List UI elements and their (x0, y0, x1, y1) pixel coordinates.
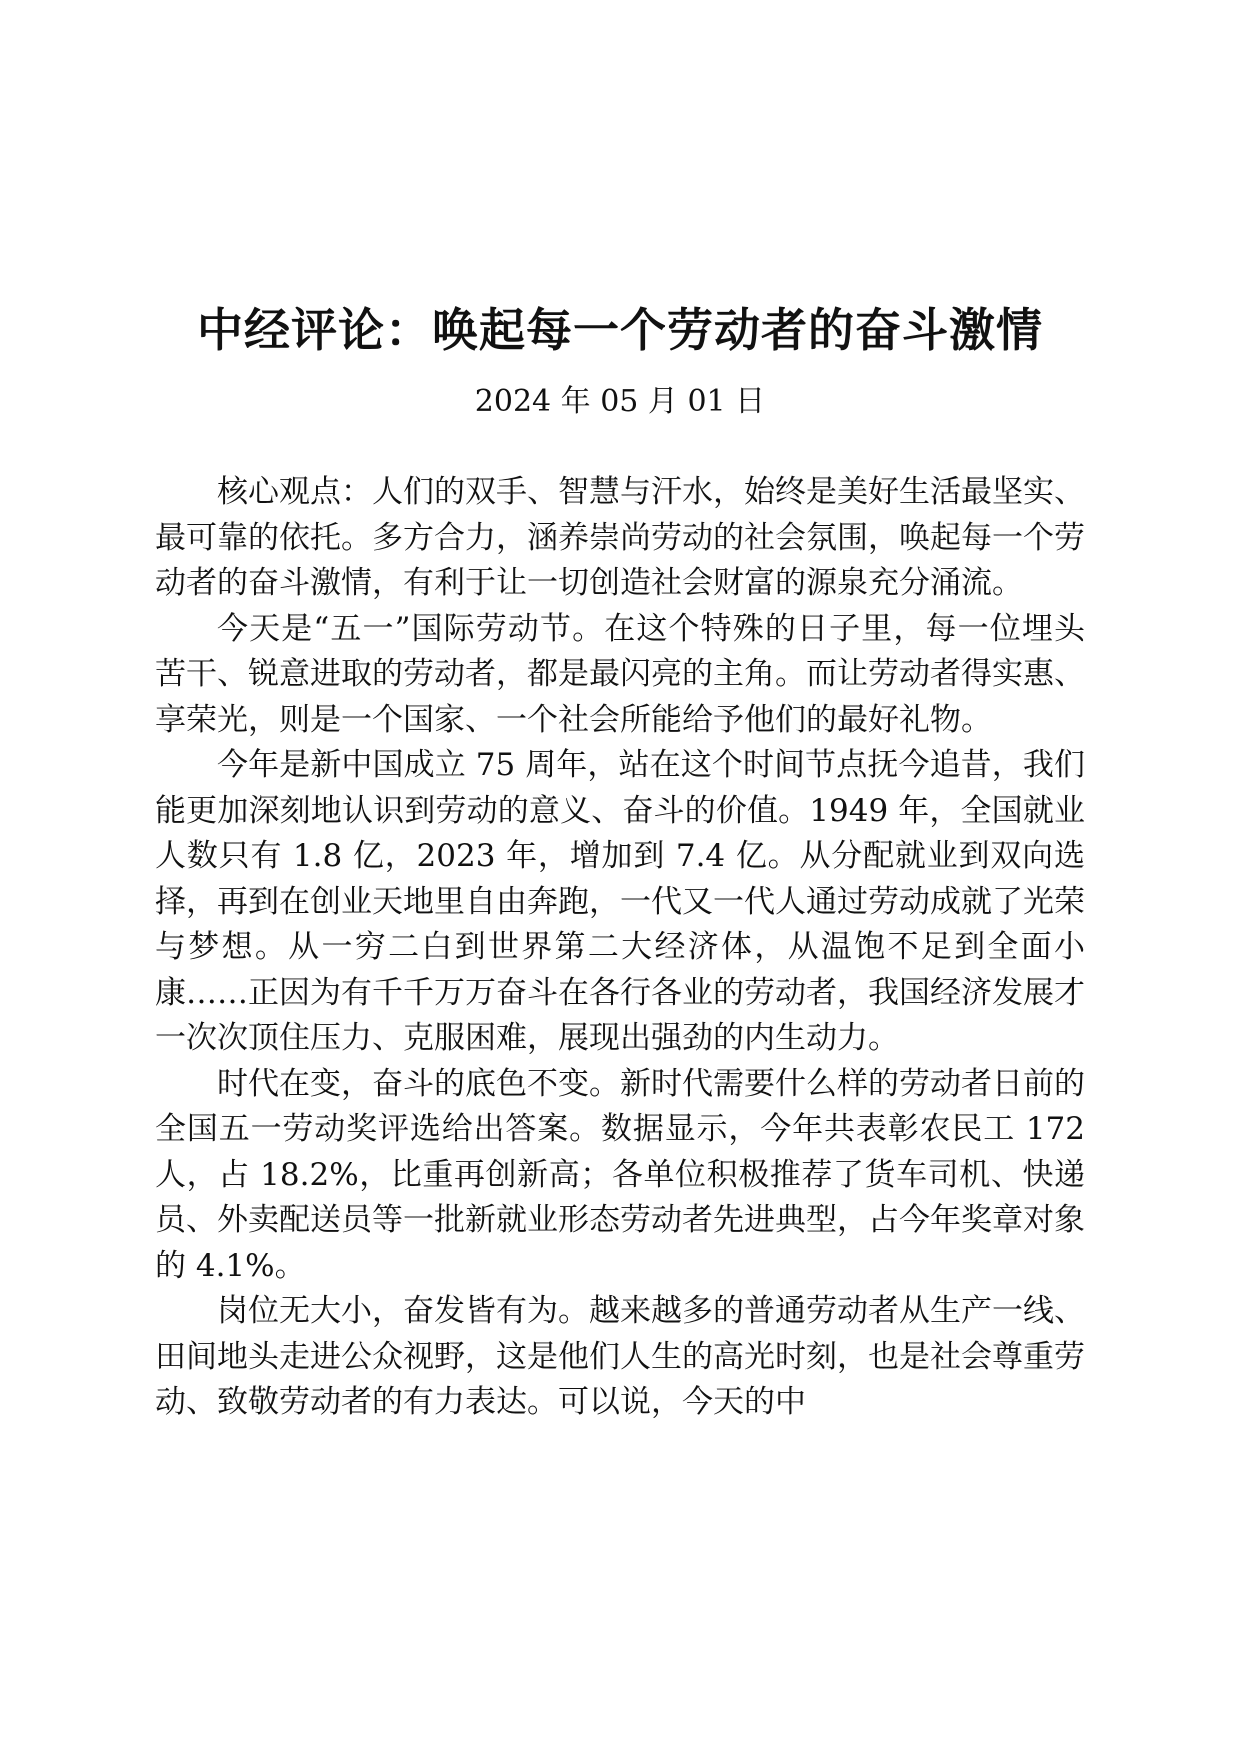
paragraph: 今天是“五一”国际劳动节。在这个特殊的日子里，每一位埋头苦干、锐意进取的劳动者，都是最闪亮的主角。而让劳动者得实惠、享荣光，则是一个国家、一个社会所能给予他们的最好礼物。 (155, 610, 1085, 738)
paragraph: 时代在变，奋斗的底色不变。新时代需要什么样的劳动者日前的全国五一劳动奖评选给出答案。数据显示，今年共表彰农民工 172 人，占 18.2%，比重再创新高；各单位积极推荐了货车司机、快递员、外卖配送员等一批新就业形态劳动者先进典型，占今年奖章对象的 4.1%。 (155, 1065, 1085, 1284)
publish-date: 2024 年 05 月 01 日 (474, 384, 766, 419)
paragraph: 岗位无大小，奋发皆有为。越来越多的普通劳动者从生产一线、田间地头走进公众视野，这是他们人生的高光时刻，也是社会尊重劳动、致敬劳动者的有力表达。可以说，今天的中 (155, 1293, 1085, 1420)
paragraph-key-point: 核心观点：人们的双手、智慧与汗水，始终是美好生活最坚实、最可靠的依托。多方合力，涵养崇尚劳动的社会氛围，唤起每一个劳动者的奋斗激情，有利于让一切创造社会财富的源泉充分涌流。 (155, 474, 1085, 601)
article-title: 中经评论：唤起每一个劳动者的奋斗激情 (197, 303, 1043, 357)
article-body (155, 470, 1085, 1426)
paragraph: 今年是新中国成立 75 周年，站在这个时间节点抚今追昔，我们能更加深刻地认识到劳动的意义、奋斗的价值。1949 年，全国就业人数只有 1.8 亿，2023 年，增加到 7.4 亿。从分配就业到双向选择，再到在创业天地里自由奔跑，一代又一代人通过劳动成就了光荣与梦想。从一穷二白到世界第二大经济体，从温饱不足到全面小康……正因为有千千万万奋斗在各行各业的劳动者，我国经济发展才一次次顶住压力、克服困难，展现出强劲的内生动力。 (155, 747, 1085, 1056)
